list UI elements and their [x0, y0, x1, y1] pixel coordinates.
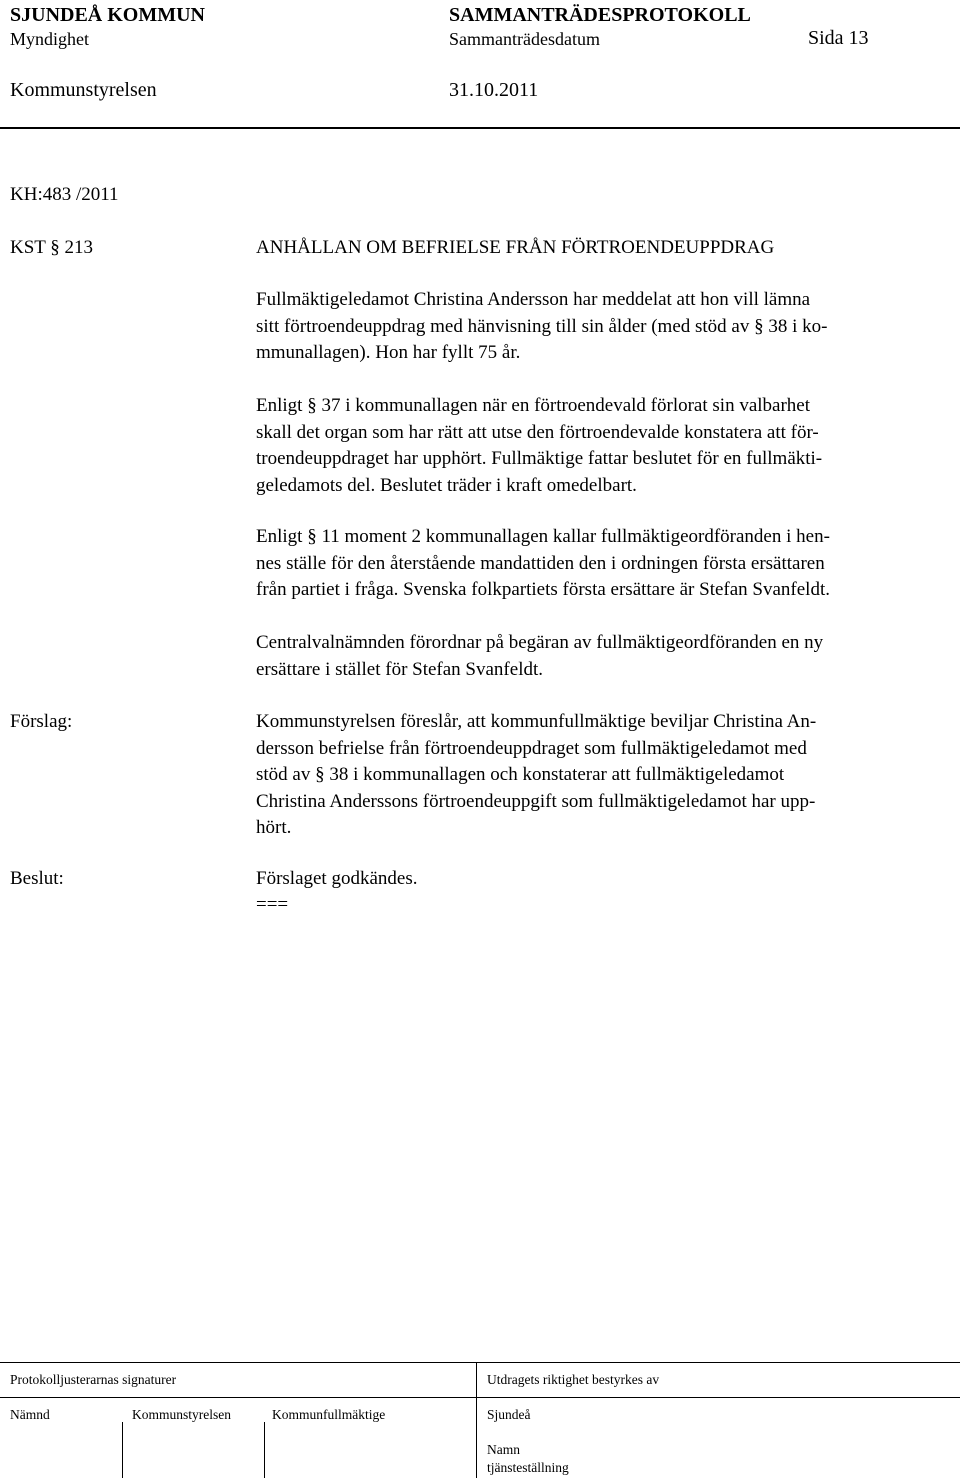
paragraph-line: Enligt § 11 moment 2 kommunallagen kallar fullmäktigeordföranden i hen- — [256, 526, 830, 547]
paragraph-4 — [256, 630, 948, 683]
name-label: Namn — [487, 1442, 520, 1457]
authority-name: Kommunstyrelsen — [10, 79, 157, 101]
proposal-line: dersson befrielse från förtroendeuppdraget som fullmäktigeledamot med — [256, 737, 807, 759]
municipality-name: SJUNDEÅ KOMMUN — [10, 4, 205, 26]
proposal-label: Förslag: — [10, 711, 73, 732]
footer-top-line — [0, 1362, 960, 1363]
paragraph-line: från partiet i fråga. Svenska folkpartiets första ersättare är Stefan Svanfeldt. — [256, 579, 830, 600]
case-title: ANHÅLLAN OM BEFRIELSE FRÅN FÖRTROENDEUPPDRAG — [256, 237, 775, 258]
col-kommunfullmaktige: Kommunfullmäktige — [272, 1407, 386, 1422]
paragraph-2 — [256, 393, 948, 499]
footer-center-divider — [476, 1362, 477, 1478]
meeting-date-label: Sammanträdesdatum — [449, 29, 600, 49]
paragraph-line: ersättare i stället för Stefan Svanfeldt. — [256, 658, 544, 680]
footer-col-divider-2 — [264, 1422, 265, 1478]
meeting-date: 31.10.2011 — [449, 79, 539, 101]
col-namnd: Nämnd — [10, 1407, 50, 1422]
case-number: KH:483 /2011 — [10, 184, 119, 205]
proposal-line: stöd av § 38 i kommunallagen och konstaterar att fullmäktigeledamot — [256, 764, 785, 785]
decision-label: Beslut: — [10, 868, 64, 889]
end-mark: === — [256, 894, 289, 915]
footer-mid-line — [0, 1397, 960, 1398]
paragraph-line: sitt förtroendeuppdrag med hänvisning till sin ålder (med stöd av § 38 i ko- — [256, 315, 828, 337]
footer-col-divider-1 — [122, 1422, 123, 1478]
kst-number: KST § 213 — [10, 237, 94, 258]
paragraph-line: troendeuppdraget har upphört. Fullmäktige fattar beslutet för en fullmäkti- — [256, 448, 823, 469]
signatures-label: Protokolljusterarnas signaturer — [10, 1372, 177, 1387]
col-kommunstyrelsen: Kommunstyrelsen — [132, 1407, 231, 1422]
proposal-line: Christina Anderssons förtroendeuppgift som fullmäktigeledamot har upp- — [256, 790, 816, 812]
paragraph-3 — [256, 524, 948, 604]
page-number: Sida 13 — [808, 27, 869, 49]
paragraph-line: geledamots del. Beslutet träder i kraft omedelbart. — [256, 474, 637, 496]
col-sjundea: Sjundeå — [487, 1407, 531, 1422]
paragraph-line: Centralvalnämnden förordnar på begäran av fullmäktigeordföranden en ny — [256, 632, 824, 653]
proposal-line: hört. — [256, 817, 292, 838]
proposal-text — [256, 709, 948, 842]
proposal-line: Kommunstyrelsen föreslår, att kommunfullmäktige beviljar Christina An- — [256, 711, 817, 732]
paragraph-line: mmunallagen). Hon har fyllt 75 år. — [256, 342, 521, 363]
decision-text: Förslaget godkändes. — [256, 868, 418, 889]
authority-label: Myndighet — [10, 29, 89, 49]
paragraph-1 — [256, 287, 948, 367]
certified-label: Utdragets riktighet bestyrkes av — [487, 1372, 660, 1387]
paragraph-line: nes ställe för den återstående mandattiden den i ordningen första ersättaren — [256, 552, 825, 574]
paragraph-line: Enligt § 37 i kommunallagen när en förtroendevald förlorat sin valbarhet — [256, 395, 810, 416]
position-label: tjänsteställning — [487, 1460, 569, 1475]
protocol-title: SAMMANTRÄDESPROTOKOLL — [449, 4, 751, 26]
paragraph-line: Fullmäktigeledamot Christina Andersson har meddelat att hon vill lämna — [256, 289, 811, 310]
paragraph-line: skall det organ som har rätt att utse den förtroendevalde konstatera att för- — [256, 421, 819, 443]
header-divider — [0, 127, 960, 129]
